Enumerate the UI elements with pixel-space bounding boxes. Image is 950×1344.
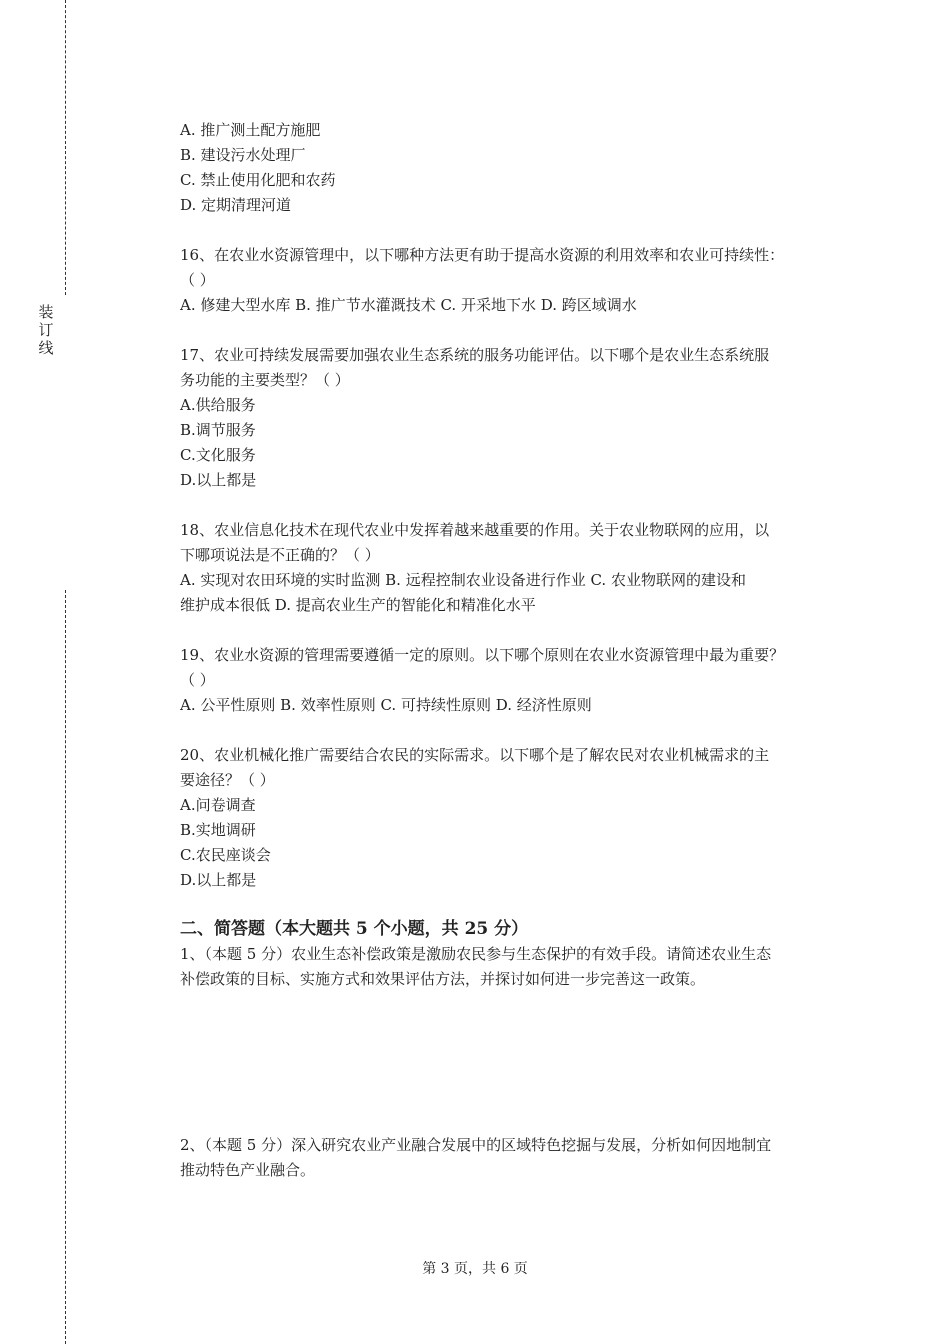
question-stem-line: 1、（本题 5 分）农业生态补偿政策是激励农民参与生态保护的有效手段。请简述农业生态 — [180, 945, 772, 963]
question-stem-line: （ ） — [180, 671, 215, 689]
question-options: A. 修建大型水库 B. 推广节水灌溉技术 C. 开采地下水 D. 跨区域调水 — [180, 296, 637, 314]
question-stem-line: 18、农业信息化技术在现代农业中发挥着越来越重要的作用。关于农业物联网的应用，以 — [180, 521, 770, 539]
question-stem-line: 20、农业机械化推广需要结合农民的实际需求。以下哪个是了解农民对农业机械需求的主 — [180, 746, 770, 764]
question-stem-line: 19、农业水资源的管理需要遵循一定的原则。以下哪个原则在农业水资源管理中最为重要？ — [180, 646, 785, 664]
question-stem-line: 16、在农业水资源管理中，以下哪种方法更有助于提高水资源的利用效率和农业可持续性： — [180, 246, 785, 264]
binding-dashed-line-top — [65, 0, 66, 295]
option-b: B.实地调研 — [180, 821, 256, 839]
option-d: D.以上都是 — [180, 471, 257, 489]
binding-dashed-line-bottom — [65, 590, 66, 1344]
question-19 — [180, 643, 845, 718]
question-options: A. 公平性原则 B. 效率性原则 C. 可持续性原则 D. 经济性原则 — [180, 696, 592, 714]
option-b: B. 建设污水处理厂 — [180, 146, 306, 164]
binding-char: 装 — [38, 303, 54, 321]
question-18 — [180, 518, 845, 618]
page-content — [180, 118, 845, 1183]
question-stem-line: 下哪项说法是不正确的？（ ） — [180, 546, 380, 564]
answer-space — [180, 992, 845, 1133]
question-stem-line: 推动特色产业融合。 — [180, 1161, 316, 1179]
binding-char: 线 — [38, 339, 54, 357]
question-stem-line: 补偿政策的目标、实施方式和效果评估方法，并探讨如何进一步完善这一政策。 — [180, 970, 706, 988]
question-stem-line: 2、（本题 5 分）深入研究农业产业融合发展中的区域特色挖掘与发展，分析如何因地制宜 — [180, 1136, 772, 1154]
section-title: 二、简答题（本大题共 5 个小题，共 25 分） — [180, 919, 529, 939]
question-options: A. 实现对农田环境的实时监测 B. 远程控制农业设备进行作业 C. 农业物联网的建设和 — [180, 571, 746, 589]
question-stem-line: 要途径？（ ） — [180, 771, 275, 789]
binding-label — [36, 303, 56, 357]
page-number: 第 3 页，共 6 页 — [422, 1261, 528, 1277]
question-17 — [180, 343, 845, 493]
question-15-options — [180, 118, 845, 218]
option-a: A. 推广测土配方施肥 — [180, 121, 321, 139]
option-c: C.农民座谈会 — [180, 846, 271, 864]
question-stem-line: 17、农业可持续发展需要加强农业生态系统的服务功能评估。以下哪个是农业生态系统服 — [180, 346, 770, 364]
short-answer-question-1 — [180, 942, 845, 992]
question-16 — [180, 243, 845, 318]
option-c: C.文化服务 — [180, 446, 256, 464]
option-d: D. 定期清理河道 — [180, 196, 292, 214]
option-b: B.调节服务 — [180, 421, 256, 439]
question-stem-line: 务功能的主要类型？（ ） — [180, 371, 350, 389]
question-options: 维护成本很低 D. 提高农业生产的智能化和精准化水平 — [180, 596, 536, 614]
option-c: C. 禁止使用化肥和农药 — [180, 171, 336, 189]
option-a: A.问卷调查 — [180, 796, 256, 814]
binding-char: 订 — [38, 321, 54, 339]
option-d: D.以上都是 — [180, 871, 257, 889]
question-20 — [180, 743, 845, 893]
question-stem-line: （ ） — [180, 271, 215, 289]
short-answer-question-2 — [180, 1133, 845, 1183]
option-a: A.供给服务 — [180, 396, 256, 414]
